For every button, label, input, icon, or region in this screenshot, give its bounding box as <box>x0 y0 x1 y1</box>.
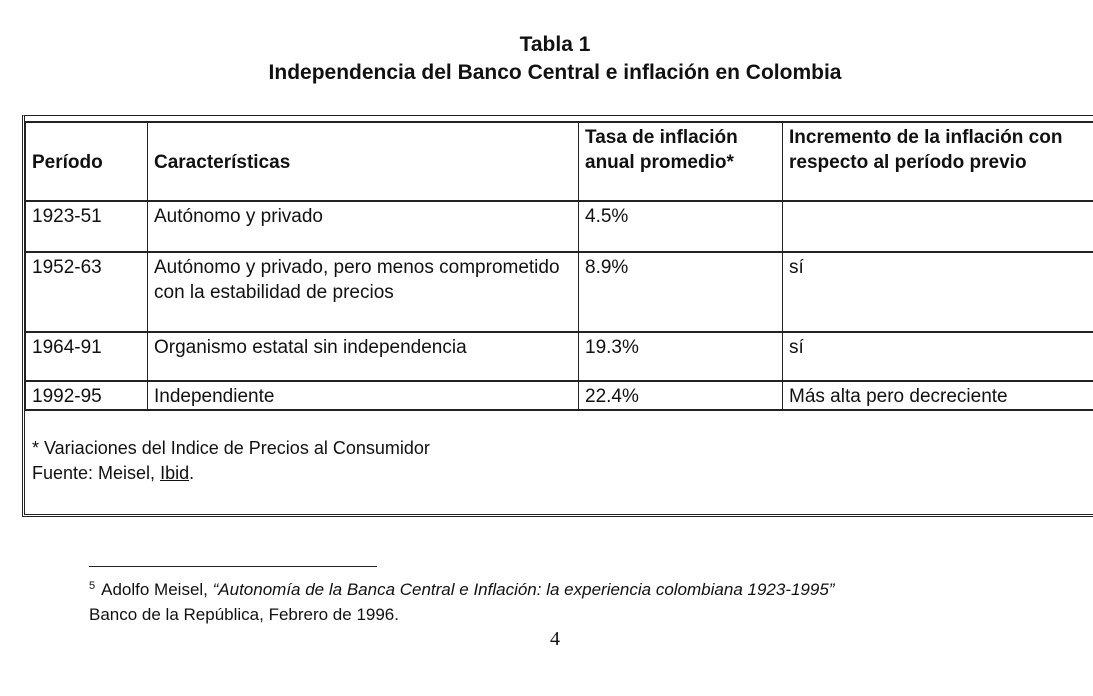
cell-increase: sí <box>783 332 1093 381</box>
header-period: Período <box>26 122 148 201</box>
inflation-table <box>25 121 1093 411</box>
header-increase: Incremento de la inflación con respecto al período previo <box>783 122 1093 201</box>
footnote-publisher: Banco de la República, Febrero de 1996. <box>89 605 399 624</box>
cell-increase <box>783 201 1093 252</box>
cell-period: 1952-63 <box>26 252 148 332</box>
source-note <box>32 461 430 486</box>
footnote-divider <box>89 566 377 567</box>
cell-characteristics: Independiente <box>148 381 579 410</box>
cell-inflation: 4.5% <box>579 201 783 252</box>
footnote-work: “Autonomía de la Banca Central e Inflación: la experiencia colombiana 1923-1995” <box>212 580 835 599</box>
cell-period: 1964-91 <box>26 332 148 381</box>
table-row <box>26 201 1093 252</box>
cell-inflation: 8.9% <box>579 252 783 332</box>
table-notes <box>32 436 430 486</box>
footnote-author: Adolfo Meisel, <box>101 580 213 599</box>
asterisk-note: * Variaciones del Indice de Precios al Consumidor <box>32 438 430 458</box>
table-header-row <box>26 122 1093 201</box>
table-subtitle: Independencia del Banco Central e inflación en Colombia <box>268 61 842 84</box>
cell-period: 1923-51 <box>26 201 148 252</box>
header-inflation: Tasa de inflación anual promedio* <box>579 122 783 201</box>
footnote <box>89 574 1049 627</box>
header-characteristics: Características <box>148 122 579 201</box>
cell-characteristics: Autónomo y privado, pero menos comprometido con la estabilidad de precios <box>148 252 579 332</box>
cell-period: 1992-95 <box>26 381 148 410</box>
table-row <box>26 252 1093 332</box>
table-title: Tabla 1 <box>519 33 591 56</box>
cell-inflation: 22.4% <box>579 381 783 410</box>
footnote-number: 5 <box>89 580 96 592</box>
cell-characteristics: Organismo estatal sin independencia <box>148 332 579 381</box>
table-row <box>26 381 1093 410</box>
source-ref: Ibid <box>160 463 190 483</box>
cell-characteristics: Autónomo y privado <box>148 201 579 252</box>
page-number: 4 <box>550 628 560 650</box>
cell-increase: Más alta pero decreciente <box>783 381 1093 410</box>
source-label: Fuente: Meisel, <box>32 463 161 483</box>
source-end: . <box>189 463 195 483</box>
cell-inflation: 19.3% <box>579 332 783 381</box>
cell-increase: sí <box>783 252 1093 332</box>
table-row <box>26 332 1093 381</box>
